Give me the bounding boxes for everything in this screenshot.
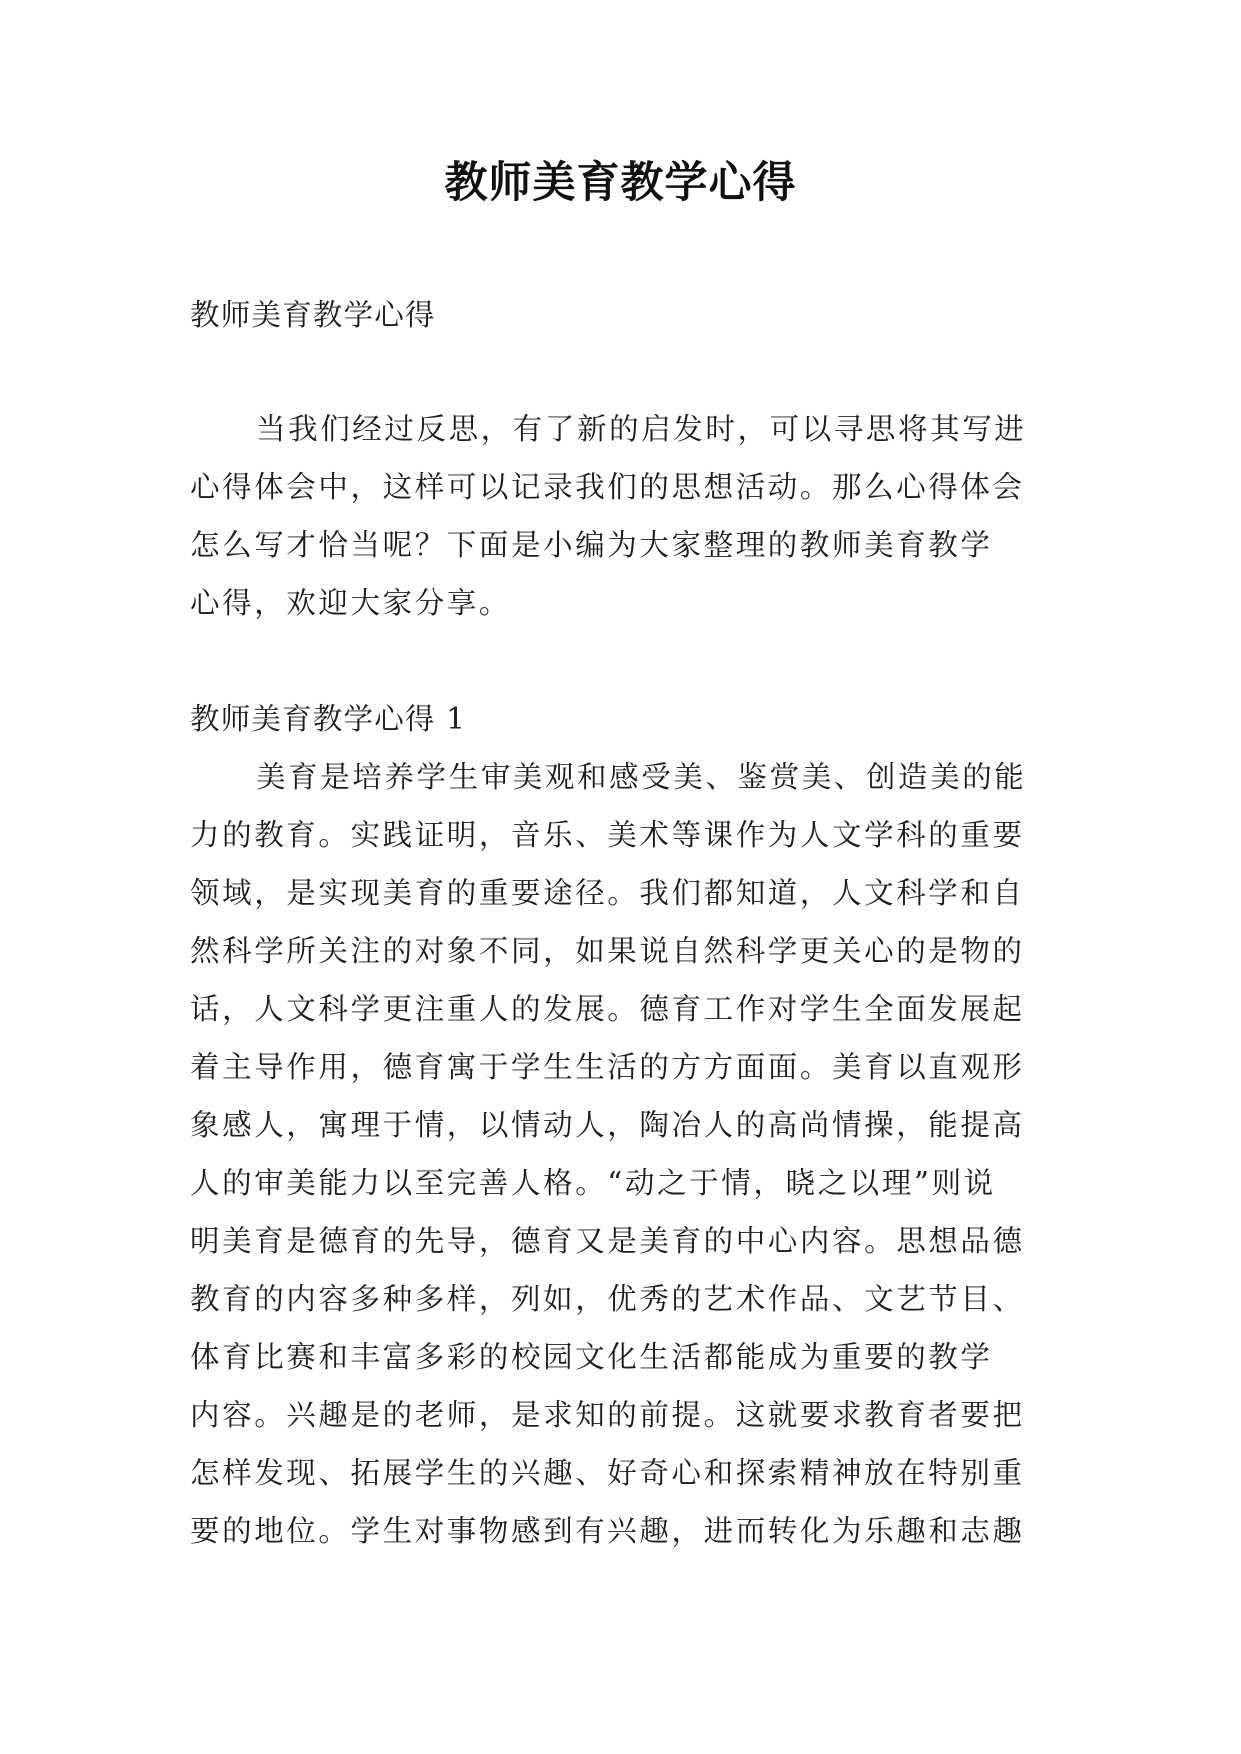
section-1-line: 怎样发现、拓展学生的兴趣、好奇心和探索精神放在特别重 (190, 1456, 1025, 1490)
section-1-line: 内容。兴趣是的老师，是求知的前提。这就要求教育者要把 (190, 1398, 1025, 1432)
intro-paragraph (190, 400, 1060, 632)
section-1-line: 然科学所关注的对象不同，如果说自然科学更关心的是物的 (190, 934, 1025, 968)
section-1-line: 明美育是德育的先导，德育又是美育的中心内容。思想品德 (190, 1224, 1025, 1258)
intro-line: 怎么写才恰当呢？下面是小编为大家整理的教师美育教学 (190, 528, 993, 562)
document-title: 教师美育教学心得 (444, 158, 797, 208)
section-1-line: 象感人，寓理于情，以情动人，陶冶人的高尚情操，能提高 (190, 1108, 1025, 1142)
section-1-line: 着主导作用，德育寓于学生生活的方方面面。美育以直观形 (190, 1050, 1025, 1084)
section-1-paragraph (190, 748, 1060, 1560)
section-1-line: 美育是培养学生审美观和感受美、鉴赏美、创造美的能 (256, 760, 1027, 794)
intro-subtitle: 教师美育教学心得 (190, 298, 436, 332)
intro-line: 心得体会中，这样可以记录我们的思想活动。那么心得体会 (190, 470, 1025, 504)
intro-subtitle-block (190, 286, 1060, 344)
intro-line: 当我们经过反思，有了新的启发时，可以寻思将其写进 (256, 412, 1027, 446)
section-1-heading: 教师美育教学心得 1 (190, 702, 467, 736)
section-1-line: 领域，是实现美育的重要途径。我们都知道，人文科学和自 (190, 876, 1025, 910)
intro-line: 心得，欢迎大家分享。 (190, 586, 512, 620)
section-1-line: 话，人文科学更注重人的发展。德育工作对学生全面发展起 (190, 992, 1025, 1026)
section-1-line: 力的教育。实践证明，音乐、美术等课作为人文学科的重要 (190, 818, 1025, 852)
section-1-line: 体育比赛和丰富多彩的校园文化生活都能成为重要的教学 (190, 1340, 993, 1374)
section-1-line: 要的地位。学生对事物感到有兴趣，进而转化为乐趣和志趣 (190, 1514, 1025, 1548)
section-1-line: 教育的内容多种多样，列如，优秀的艺术作品、文艺节目、 (190, 1282, 1025, 1316)
section-heading-block (190, 690, 1060, 748)
section-1-line: 人的审美能力以至完善人格。“动之于情，晓之以理”则说 (190, 1166, 996, 1200)
